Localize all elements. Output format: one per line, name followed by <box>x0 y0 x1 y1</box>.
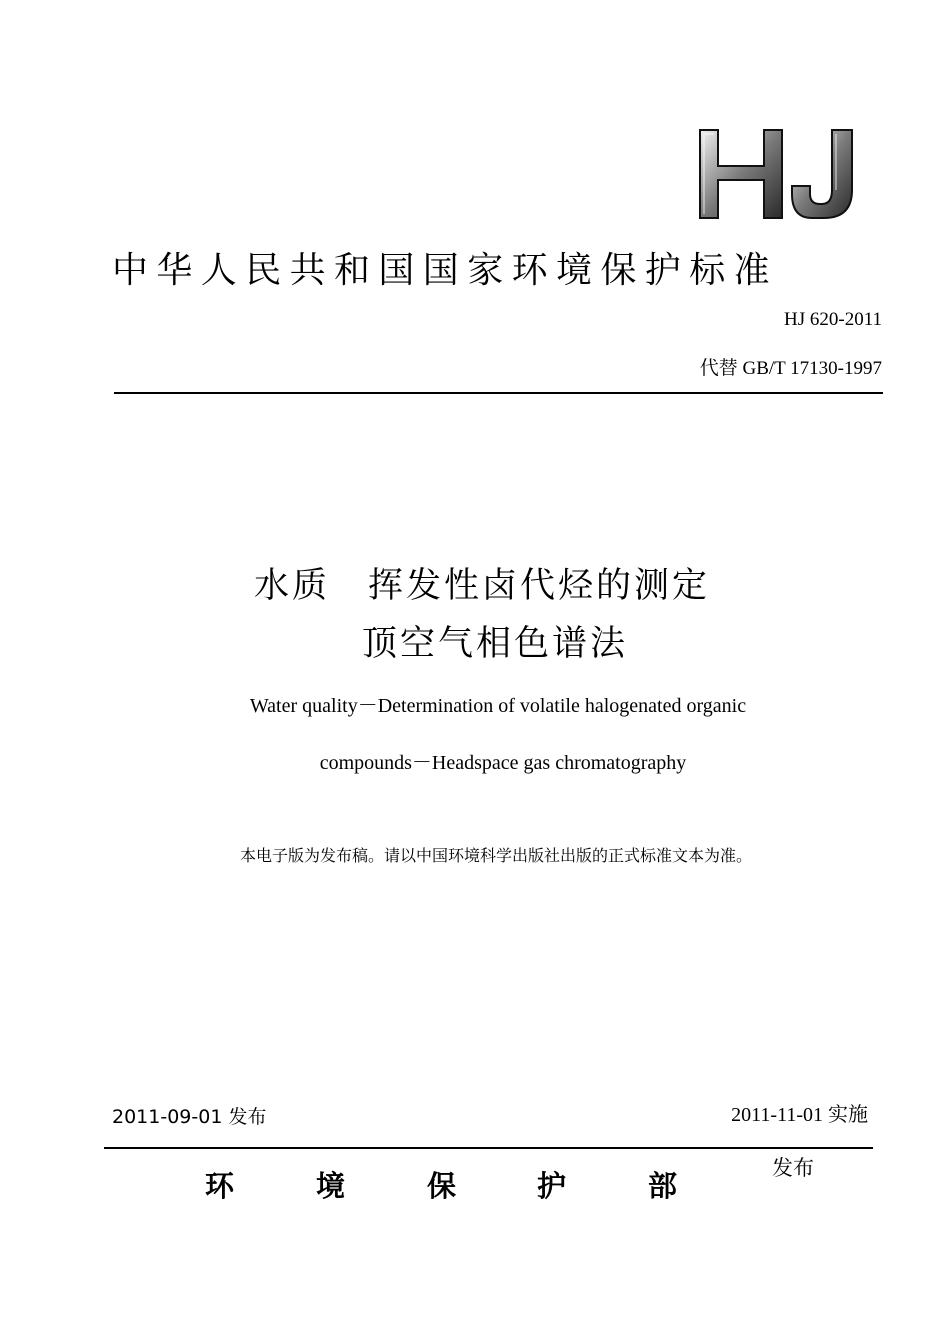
issuer-char: 护 <box>537 1171 567 1203</box>
implementation-date: 2011-11-01 实施 <box>731 1104 868 1126</box>
bottom-divider <box>104 1147 873 1149</box>
replaces-standard: 代替 GB/T 17130-1997 <box>699 358 882 379</box>
issuer-char: 环 <box>205 1171 235 1203</box>
publish-label: 发布 <box>772 1156 814 1180</box>
title-zh-line-2: 顶空气相色谱法 <box>361 624 628 664</box>
hj-logo-icon <box>692 124 872 224</box>
issuer-char: 境 <box>316 1171 346 1203</box>
title-en-line-1: Water quality－Determination of volatile halogenated organic <box>249 695 747 717</box>
standard-body-title: 中华人民共和国国家环境保护标准 <box>112 250 779 291</box>
standard-code: HJ 620-2011 <box>784 309 882 330</box>
issue-date: 2011-09-01 发布 <box>112 1106 267 1128</box>
title-en-line-2: compounds－Headspace gas chromatography <box>319 752 687 774</box>
issuer-char: 部 <box>648 1171 678 1203</box>
title-zh-line-1: 水质 挥发性卤代烃的测定 <box>253 566 710 606</box>
top-divider <box>114 392 883 394</box>
issuer-char: 保 <box>427 1171 457 1203</box>
electronic-version-notice: 本电子版为发布稿。请以中国环境科学出版社出版的正式标准文本为准。 <box>239 848 752 865</box>
